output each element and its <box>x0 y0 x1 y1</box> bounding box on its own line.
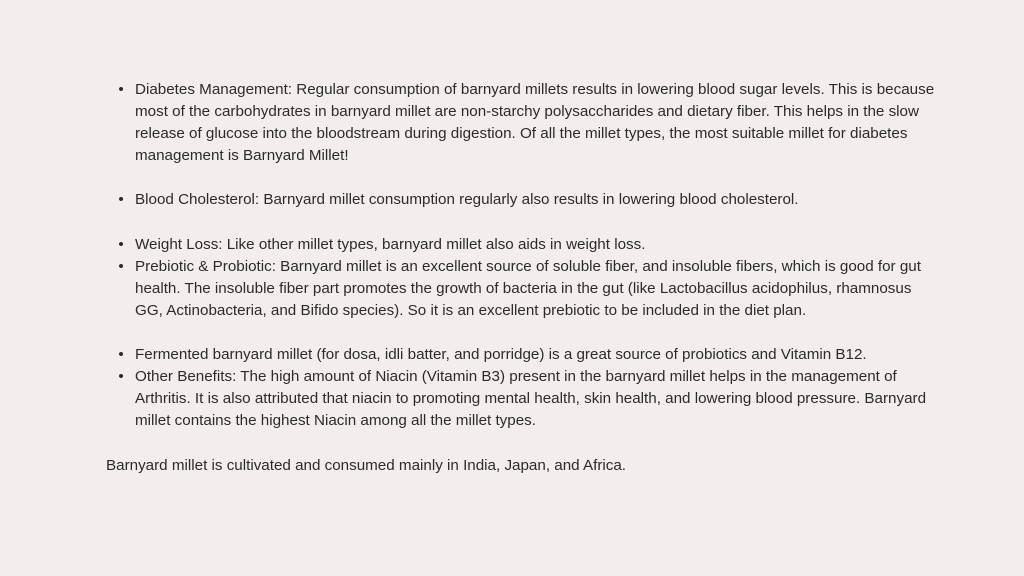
closing-paragraph: Barnyard millet is cultivated and consumed mainly in India, Japan, and Africa. <box>106 456 627 474</box>
bullet-icon: • <box>118 191 124 209</box>
list-item-cholesterol <box>106 189 936 211</box>
bullet-icon: • <box>118 81 124 98</box>
bullet-icon: • <box>118 257 124 275</box>
list-item-diabetes <box>106 79 936 167</box>
list-item-text: Prebiotic & Probiotic: Barnyard millet is an excellent source of soluble fiber, and insoluble fibers, which is good for gut health. The insoluble fiber part promotes the growth of bacteria in the gut (like Lactobacillus acidophilus, rhamnosus GG, Actinobacteria, and Bifido species). So it is an excellent prebiotic to be included in the diet plan. <box>135 257 921 319</box>
list-item-text: Fermented barnyard millet (for dosa, idli batter, and porridge) is a great source of probiotics and Vitamin B12. <box>135 346 867 364</box>
list-item-prebiotic <box>106 256 936 322</box>
list-item-text: Weight Loss: Like other millet types, barnyard millet also aids in weight loss. <box>135 235 646 253</box>
bullet-icon: • <box>118 235 124 253</box>
list-item-text: Diabetes Management: Regular consumption of barnyard millets results in lowering blood sugar levels. This is because most of the carbohydrates in barnyard millet are non-starchy polysaccharides and dietary fiber. This helps in the slow release of glucose into the bloodstream during digestion. Of all the millet types, the most suitable millet for diabetes management is Barnyard Millet! <box>135 81 935 165</box>
list-item-other-benefits <box>106 366 936 432</box>
bullet-icon: • <box>118 368 124 386</box>
list-item-text: Other Benefits: The high amount of Niacin (Vitamin B3) present in the barnyard millet helps in the management of Arthritis. It is also attributed that niacin to promoting mental health, skin health, and lowering blood pressure. Barnyard millet contains the highest Niacin among all the millet types. <box>135 368 927 430</box>
benefits-list <box>106 79 936 433</box>
list-item-fermented <box>106 344 936 366</box>
content-block <box>106 79 936 477</box>
list-item-text: Blood Cholesterol: Barnyard millet consumption regularly also results in lowering blood cholesterol. <box>135 191 799 209</box>
list-item-weight-loss <box>106 234 936 256</box>
bullet-icon: • <box>118 346 124 364</box>
